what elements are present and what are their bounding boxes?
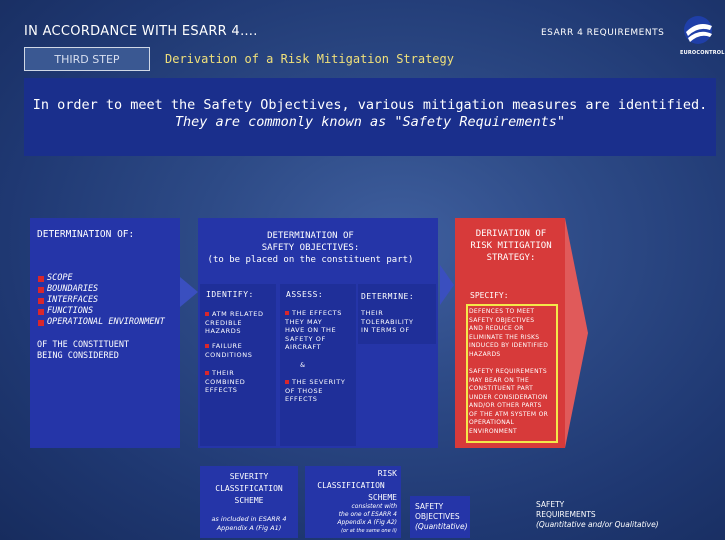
safety-objectives-heading <box>198 230 423 266</box>
bullet-icon <box>38 298 44 304</box>
assess-item-effects: THE EFFECTS THEY MAY HAVE ON THE SAFETY OF AIRCRAFT <box>285 309 342 351</box>
determine-header: DETERMINE: <box>361 292 415 301</box>
bullet-icon <box>38 287 44 293</box>
list-item: OPERATIONAL ENVIRONMENT <box>38 317 165 328</box>
step-label: THIRD STEP <box>24 47 150 71</box>
identify-item-failure: FAILURE CONDITIONS <box>205 342 253 359</box>
risk-scheme-title: RISK CLASSIFICATION SCHEME <box>317 469 397 502</box>
logo-text: EUROCONTROL <box>680 50 725 56</box>
banner-line-1: In order to meet the Safety Objectives, various mitigation measures are identified. <box>32 97 708 113</box>
determine-text: THEIR TOLERABILITY IN TERMS OF <box>361 309 414 334</box>
list-item: INTERFACES <box>38 295 165 306</box>
chevron-right-icon <box>180 277 198 307</box>
safety-requirements-label: SAFETY REQUIREMENTS (Quantitative and/or Qualitative) <box>536 500 659 529</box>
risk-scheme-note: consistent with the one of ESARR 4 Appendix A (Fig A2) (or at the same one ii) <box>337 503 397 534</box>
banner-line-2 <box>24 114 716 131</box>
list-item: BOUNDARIES <box>38 284 165 295</box>
severity-scheme-title: SEVERITY CLASSIFICATION SCHEME <box>215 472 283 505</box>
ampersand: & <box>300 361 306 369</box>
bullet-icon <box>205 312 209 316</box>
determination-list <box>38 273 165 328</box>
determination-heading: DETERMINATION OF: <box>37 229 135 240</box>
identify-item-effects: THEIR COMBINED EFFECTS <box>205 369 246 394</box>
assess-header: ASSESS: <box>286 290 324 299</box>
specify-header: SPECIFY: <box>470 291 509 300</box>
identify-column <box>200 284 276 446</box>
red-arrow-shape <box>565 218 588 448</box>
step-title: Derivation of a Risk Mitigation Strategy <box>165 52 454 66</box>
list-item: FUNCTIONS <box>38 306 165 317</box>
bullet-icon <box>38 309 44 315</box>
defences-text: DEFENCES TO MEET SAFETY OBJECTIVES AND REDUCE OR ELIMINATE THE RISKS INDUCED BY IDENTIFIED HAZARDS <box>469 308 549 358</box>
bullet-icon <box>285 380 289 384</box>
risk-mitigation-heading: DERIVATION OF RISK MITIGATION STRATEGY: <box>470 229 552 263</box>
banner-line-2-text: They are commonly known as "Safety Requirements" <box>174 114 566 130</box>
severity-scheme-note: as included in ESARR 4 Appendix A (Fig A1) <box>211 515 287 532</box>
heading-line-1: DETERMINATION OF <box>267 231 354 241</box>
determination-panel <box>30 218 180 448</box>
banner-text <box>24 97 716 131</box>
requirements-text: SAFETY REQUIREMENTS MAY BEAR ON THE CONSTITUENT PART UNDER CONSIDERATION AND/OR OTHER PARTS OF THE ATM SYSTEM OR OPERATIONAL ENVIRONMENT <box>469 368 549 435</box>
chevron-right-icon <box>440 265 454 305</box>
requirements-label: ESARR 4 REQUIREMENTS <box>541 28 665 38</box>
constituent-line-1: OF THE CONSTITUENT <box>37 340 130 350</box>
bullet-icon <box>38 320 44 326</box>
slide-title: IN ACCORDANCE WITH ESARR 4…. <box>24 24 258 39</box>
constituent-line-2: BEING CONSIDERED <box>37 351 119 361</box>
bullet-icon <box>205 344 209 348</box>
bullet-icon <box>38 276 44 282</box>
heading-line-3: (to be placed on the constituent part) <box>207 255 414 265</box>
heading-line-2: SAFETY OBJECTIVES: <box>261 243 360 253</box>
safety-objectives-label: SAFETY OBJECTIVES (Quantitative) <box>415 502 468 531</box>
constituent-text <box>37 340 129 362</box>
identify-item-hazards: ATM RELATED CREDIBLE HAZARDS <box>205 310 264 335</box>
bullet-icon <box>205 371 209 375</box>
assess-item-severity: THE SEVERITY OF THOSE EFFECTS <box>285 378 346 403</box>
bullet-icon <box>285 311 289 315</box>
identify-header: IDENTIFY: <box>206 290 254 299</box>
list-item: SCOPE <box>38 273 165 284</box>
